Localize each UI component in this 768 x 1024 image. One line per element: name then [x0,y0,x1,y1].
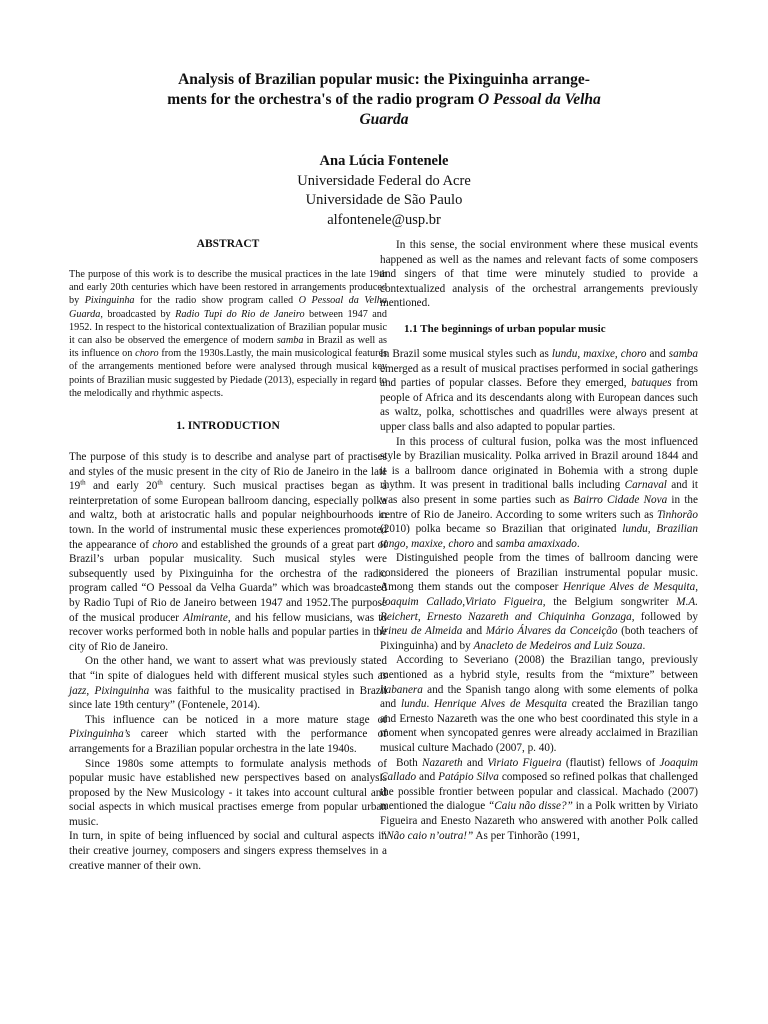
intro-paragraph-4: Since 1980s some attempts to formulate analysis methods of popular music have established new perspectives based on analysis proposed by the New Musicology - it takes into account cultural and social aspects in which musical practises emerge from popular urban music. [69,757,387,828]
abstract-heading: ABSTRACT [196,238,260,250]
section-paragraph-2: In this process of cultural fusion, polka was the most influenced style by Brazilian musicality. Polka arrived in Brazil around 1844 and it is a ballroom dance originated in Bohemia with a strong duple rhythm. It was present in traditional balls including Carnaval and it was also present in some parties such as Bairro Cidade Nova in the centre of Rio de Janeiro. According to some writers such as Tinhorão (2010) polka became so Brazilian that originated lundu, Brazilian tango, maxixe, choro and samba amaxixado. [380,435,698,550]
intro-paragraph-2: On the other hand, we want to assert what was previously stated that “in spite of dialogues held with different musical styles such as jazz, Pixinguinha was faithful to the musicality practised in Brazil since late 19th century” (Fontenele, 2014). [69,655,387,712]
author-block [184,152,584,230]
title-line-2 [110,90,658,110]
paper-title [110,70,658,130]
abstract-text: The purpose of this work is to describe the musical practices in the late 19th and early 20th centuries which have been restored in arrangements produced by Pixinguinha for the radio show program called O Pessoal da Velha Guarda, broadcasted by Radio Tupi do Rio de Janeiro between 1947 and 1952. In respect to the historical contextualization of Brazilian popular music it can also be observed the emergence of modern samba in Brazil as well as its influence on choro from the 1930s.Lastly, the main musicological features of the arrangements mentioned before were analysed through musical key points of Brazilian music suggested by Piedade (2013), especially in regard to the melodically and rhythmic aspects. [69,269,387,399]
title-line-1: Analysis of Brazilian popular music: the Pixinguinha arrange- [178,71,590,88]
title-line-2-text: ments for the orchestra's of the radio program [167,91,479,108]
introduction-heading: 1. INTRODUCTION [176,420,280,433]
title-line-3 [110,110,658,130]
left-column [69,238,387,873]
section-1-1-heading: 1.1 The beginnings of urban popular music [404,322,606,335]
title-program-name: O Pessoal da Velha [478,91,601,108]
right-column [380,238,698,843]
intro-paragraph-3: This influence can be noticed in a more mature stage of Pixinguinha’s career which started with the performance of arrangements for a Brazilian popular orchestra in the late 1940s. [69,713,387,755]
context-paragraph: In this sense, the social environment where these musical events happened as well as the names and relevant facts of some composers and singers of that time were minutely studied to provide a contextualized analysis of the orchestral arrangements previously mentioned. [380,239,698,310]
author-email: alfontenele@usp.br [327,211,441,228]
author-name: Ana Lúcia Fontenele [319,153,449,169]
affiliation-2: Universidade de São Paulo [305,192,463,208]
affiliation-1: Universidade Federal do Acre [297,172,471,189]
section-paragraph-4: According to Severiano (2008) the Brazilian tango, previously mentioned as a hybrid style, results from the “mixture” between habanera and the Spanish tango along with some elements of polka and lundu. Henrique Alves de Mesquita created the Brazilian tango and Ernesto Nazareth was the one who best coordinated this style in a moment when syncopated genres were already acclaimed in Brazilian musical culture Machado (2007, p. 40). [380,654,698,754]
intro-paragraph-5: In turn, in spite of being influenced by social and cultural aspects in their creative journey, composers and singers express themselves in a creative manner of their own. [69,830,387,872]
title-program-name-end: Guarda [359,111,409,128]
section-paragraph-5: Both Nazareth and Viriato Figueira (flautist) fellows of Joaquim Callado and Patápio Silva composed so refined polkas that challenged the possible frontier between popular and classical. Machado (2007) mentioned the dialogue “Caiu não disse?” in a Polk written by Viriato Figueira and Enesto Nazareth who answered with another Polk called “Não caio n’outra!” As per Tinhorão (1991, [380,756,698,842]
intro-paragraph-1: The purpose of this study is to describe and analyse part of practises and styles of the music present in the city of Rio de Janeiro in the late 19th and early 20th century. Such musical practises began as a reinterpretation of some European ballroom dancing, especially polka and waltz, both at aristocratic halls and popular neighbourhoods in town. In the world of instrumental music these experiences promoted the appearance of choro and established the grounds of a great part of Brazil’s urban popular musicality. Such musical styles were subsequently used by Pixinguinha for the orchestra of the radio program called “O Pessoal da Velha Guarda” which was broadcasted by Radio Tupi of Rio de Janeiro between 1947 and 1952.The purpose of the musical producer Almirante, and his fellow musicians, was to recover works performed both in noble halls and popular parties in the city of Rio de Janeiro. [69,451,388,653]
section-paragraph-3: Distinguished people from the times of ballroom dancing were considered the pioneers of Brazilian instrumental popular music. Among them stands out the composer Henrique Alves de Mesquita, Joaquim Callado,Viriato Figueira, the Belgium songwriter M.A. Reichert, Ernesto Nazareth and Chiquinha Gonzaga, followed by Irineu de Almeida and Mário Álvares da Conceição (both teachers of Pixinguinha) and by Anacleto de Medeiros and Luiz Souza. [380,552,699,652]
section-paragraph-1: In Brazil some musical styles such as lundu, maxixe, choro and samba emerged as a result of musical practises performed in social gatherings and parties of popular classes. Before they emerged, batuques from people of Africa and its descendants along with European dances such as waltz, polka, schottisches and quadrilles were always present at upper class balls and also adapted to popular parties. [380,347,699,433]
